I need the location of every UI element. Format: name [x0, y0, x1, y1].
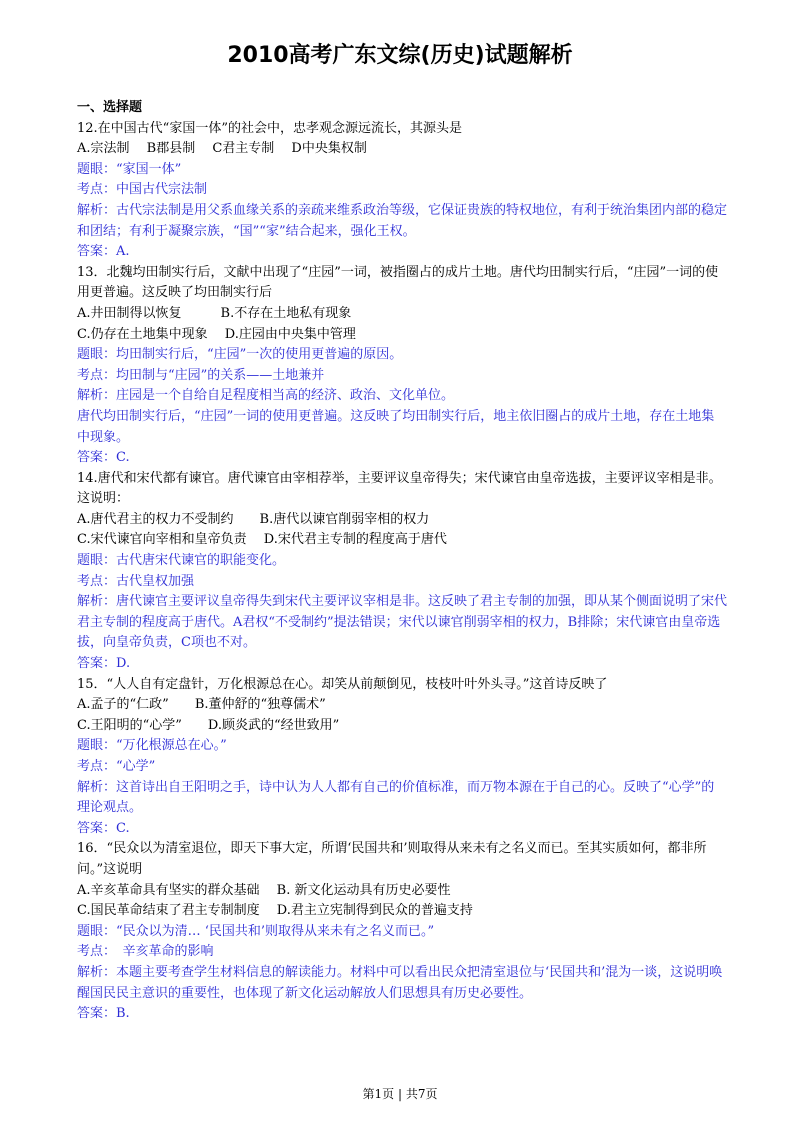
- answer-note: 答案：C.: [77, 820, 130, 836]
- jiexi-note: 解析：本题主要考查学生材料信息的解读能力。材料中可以看出民众把清室退位与‘民国共和’混为一谈，这说明唤醒国民民主意识的重要性，也体现了新文化运动解放人们思想具有历史必要性。: [77, 964, 723, 1001]
- question-block: [77, 469, 727, 675]
- kaodian-note: 考点：“心学”: [77, 759, 156, 774]
- jiexi-note: 解析：这首诗出自王阳明之手，诗中认为人人都有自己的价值标准，而万物本源在于自己的心。反映了“心学”的理论观点。: [77, 779, 715, 816]
- question-stem: 15．“人人自有定盘针，万化根源总在心。却笑从前颠倒见，枝枝叶叶外头寻。”这首诗反映了: [77, 676, 608, 692]
- jiexi-note: 唐代均田制实行后，“庄园”一词的使用更普遍。这反映了均田制实行后，地主依旧圈占的成片土地，存在土地集中现象。: [77, 408, 715, 445]
- answer-options: C.仍存在土地集中现象 D.庄园由中央集中管理: [77, 326, 356, 342]
- page-title: 2010高考广东文综(历史)试题解析: [227, 43, 573, 68]
- answer-note: 答案：B.: [77, 1006, 130, 1022]
- kaodian-note: 考点： 辛亥革命的影响: [77, 944, 214, 960]
- answer-note: 答案：A.: [77, 244, 130, 260]
- answer-options: A.宗法制 B郡县制 C君主专制 D中央集权制: [77, 141, 367, 157]
- tiyan-note: 题眼：均田制实行后，“庄园”一次的使用更普遍的原因。: [77, 347, 403, 363]
- section-heading: 一、选择题: [77, 100, 143, 115]
- tiyan-note: 题眼：古代唐宋代谏官的职能变化。: [77, 553, 286, 569]
- kaodian-note: 考点：古代皇权加强: [77, 573, 195, 589]
- answer-note: 答案：D.: [77, 656, 131, 672]
- tiyan-note: 题眼：“家国一体”: [77, 161, 182, 177]
- question-stem: 14.唐代和宋代都有谏官。唐代谏官由宰相荐举，主要评议皇帝得失；宋代谏官由皇帝选拔，主要评议宰相是非。这说明：: [77, 470, 722, 507]
- question-block: [77, 675, 727, 840]
- question-block: [77, 119, 727, 263]
- question-stem: 12.在中国古代“家国一体”的社会中，忠孝观念源远流长，其源头是: [77, 120, 462, 136]
- jiexi-note: 解析：唐代谏官主要评议皇帝得失到宋代主要评议宰相是非。这反映了君主专制的加强，即从某个侧面说明了宋代君主专制的程度高于唐代。A君权“不受制约”提法错误；宋代以谏官削弱宰相的权力，B排除；宋代谏官由皇帝选拔，向皇帝负责，C项也不对。: [77, 594, 728, 651]
- answer-options: A.孟子的“仁政” B.董仲舒的“独尊儒术”: [77, 697, 326, 713]
- tiyan-note: 题眼：“万化根源总在心。”: [77, 738, 227, 754]
- answer-options: C.王阳明的“心学” D.顾炎武的“经世致用”: [77, 717, 340, 733]
- question-block: [77, 263, 727, 469]
- page-footer: 第1页 | 共7页: [362, 1087, 438, 1101]
- answer-note: 答案：C.: [77, 450, 130, 466]
- jiexi-note: 解析：古代宗法制是用父系血缘关系的亲疏来维系政治等级，它保证贵族的特权地位，有利于统治集团内部的稳定和团结；有利于凝聚宗族，“国”“家”结合起来，强化王权。: [77, 202, 728, 239]
- question-stem: 13．北魏均田制实行后，文献中出现了“庄园”一词，被指圈占的成片土地。唐代均田制实行后，“庄园”一词的使用更普遍。这反映了均田制实行后: [77, 264, 719, 301]
- answer-options: A.井田制得以恢复 B.不存在土地私有现象: [77, 305, 352, 321]
- kaodian-note: 考点：均田制与“庄园”的关系——土地兼并: [77, 367, 325, 383]
- answer-options: A.唐代君主的权力不受制约 B.唐代以谏官削弱宰相的权力: [77, 511, 430, 527]
- question-stem: 16．“民众以为清室退位，即天下事大定，所谓‘民国共和’则取得从来未有之名义而已。至其实质如何，都非所问。”这说明: [77, 841, 707, 877]
- answer-options: A.辛亥革命具有坚实的群众基础 B. 新文化运动具有历史必要性: [77, 882, 451, 898]
- kaodian-note: 考点：中国古代宗法制: [77, 182, 208, 198]
- question-list: [77, 119, 727, 1025]
- question-block: [77, 839, 727, 1024]
- tiyan-note: 题眼：“民众以为清… ‘民国共和’则取得从来未有之名义而已。”: [77, 923, 435, 939]
- answer-options: C.宋代谏官向宰相和皇帝负责 D.宋代君主专制的程度高于唐代: [77, 532, 447, 548]
- answer-options: C.国民革命结束了君主专制制度 D.君主立宪制得到民众的普遍支持: [77, 903, 473, 919]
- jiexi-note: 解析：庄园是一个自给自足程度相当高的经济、政治、文化单位。: [77, 388, 455, 404]
- document-body: [77, 98, 727, 1025]
